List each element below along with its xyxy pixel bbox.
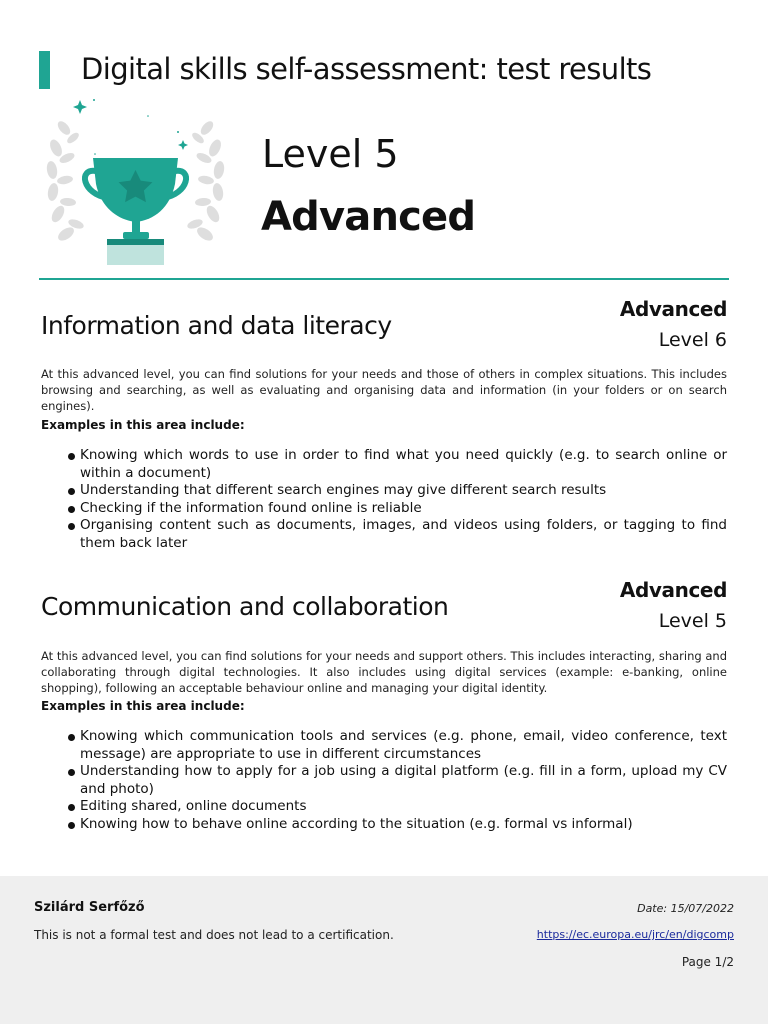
list-item: Knowing which communication tools and services (e.g. phone, email, video conference, text message) are appropriate to use in different circumstances <box>41 728 727 763</box>
overall-level-number: Level 5 <box>262 132 399 176</box>
section-level-number: Level 5 <box>658 610 727 632</box>
examples-heading: Examples in this area include: <box>41 418 245 432</box>
page-number: Page 1/2 <box>681 955 734 969</box>
user-name: Szilárd Serfőző <box>34 900 145 915</box>
list-item: Knowing how to behave online according to the situation (e.g. formal vs informal) <box>41 816 727 834</box>
list-item: Understanding that different search engines may give different search results <box>41 482 727 500</box>
header-divider <box>39 278 729 280</box>
section-communication-collaboration <box>41 577 727 839</box>
list-item: Knowing which words to use in order to find what you need quickly (e.g. to search online or within a document) <box>41 447 727 482</box>
section-information-data-literacy <box>41 296 727 556</box>
page-footer <box>0 876 768 1024</box>
section-title: Communication and collaboration <box>41 592 449 621</box>
section-level-label: Advanced <box>619 297 727 321</box>
disclaimer-note: This is not a formal test and does not lead to a certification. <box>34 928 394 942</box>
report-date: Date: 15/07/2022 <box>637 902 734 915</box>
overall-level-name: Advanced <box>261 194 476 240</box>
list-item: Checking if the information found online is reliable <box>41 500 727 518</box>
section-level-number: Level 6 <box>658 329 727 351</box>
list-item: Understanding how to apply for a job using a digital platform (e.g. fill in a form, upload my CV and photo) <box>41 763 727 798</box>
page-title: Digital skills self-assessment: test results <box>81 52 652 86</box>
title-accent-bar <box>39 51 50 89</box>
digcomp-link[interactable]: https://ec.europa.eu/jrc/en/digcomp <box>536 928 734 941</box>
section-description: At this advanced level, you can find solutions for your needs and support others. This includes interacting, sharing and collaborating through digital technologies. It also includes using digital services (example: e-banking, online shopping), following an acceptable behaviour online and managing your digital identity. <box>41 649 727 695</box>
section-title: Information and data literacy <box>41 311 392 340</box>
list-item: Organising content such as documents, images, and videos using folders, or tagging to find them back later <box>41 517 727 552</box>
examples-list <box>41 447 727 552</box>
section-description: At this advanced level, you can find solutions for your needs and those of others in complex situations. This includes browsing and searching, as well as evaluating and organising data and information (in your folders or on search engines). <box>41 367 727 413</box>
examples-heading: Examples in this area include: <box>41 699 245 713</box>
list-item: Editing shared, online documents <box>41 798 727 816</box>
examples-list <box>41 728 727 833</box>
section-level-label: Advanced <box>619 578 727 602</box>
trophy-icon <box>38 96 233 271</box>
